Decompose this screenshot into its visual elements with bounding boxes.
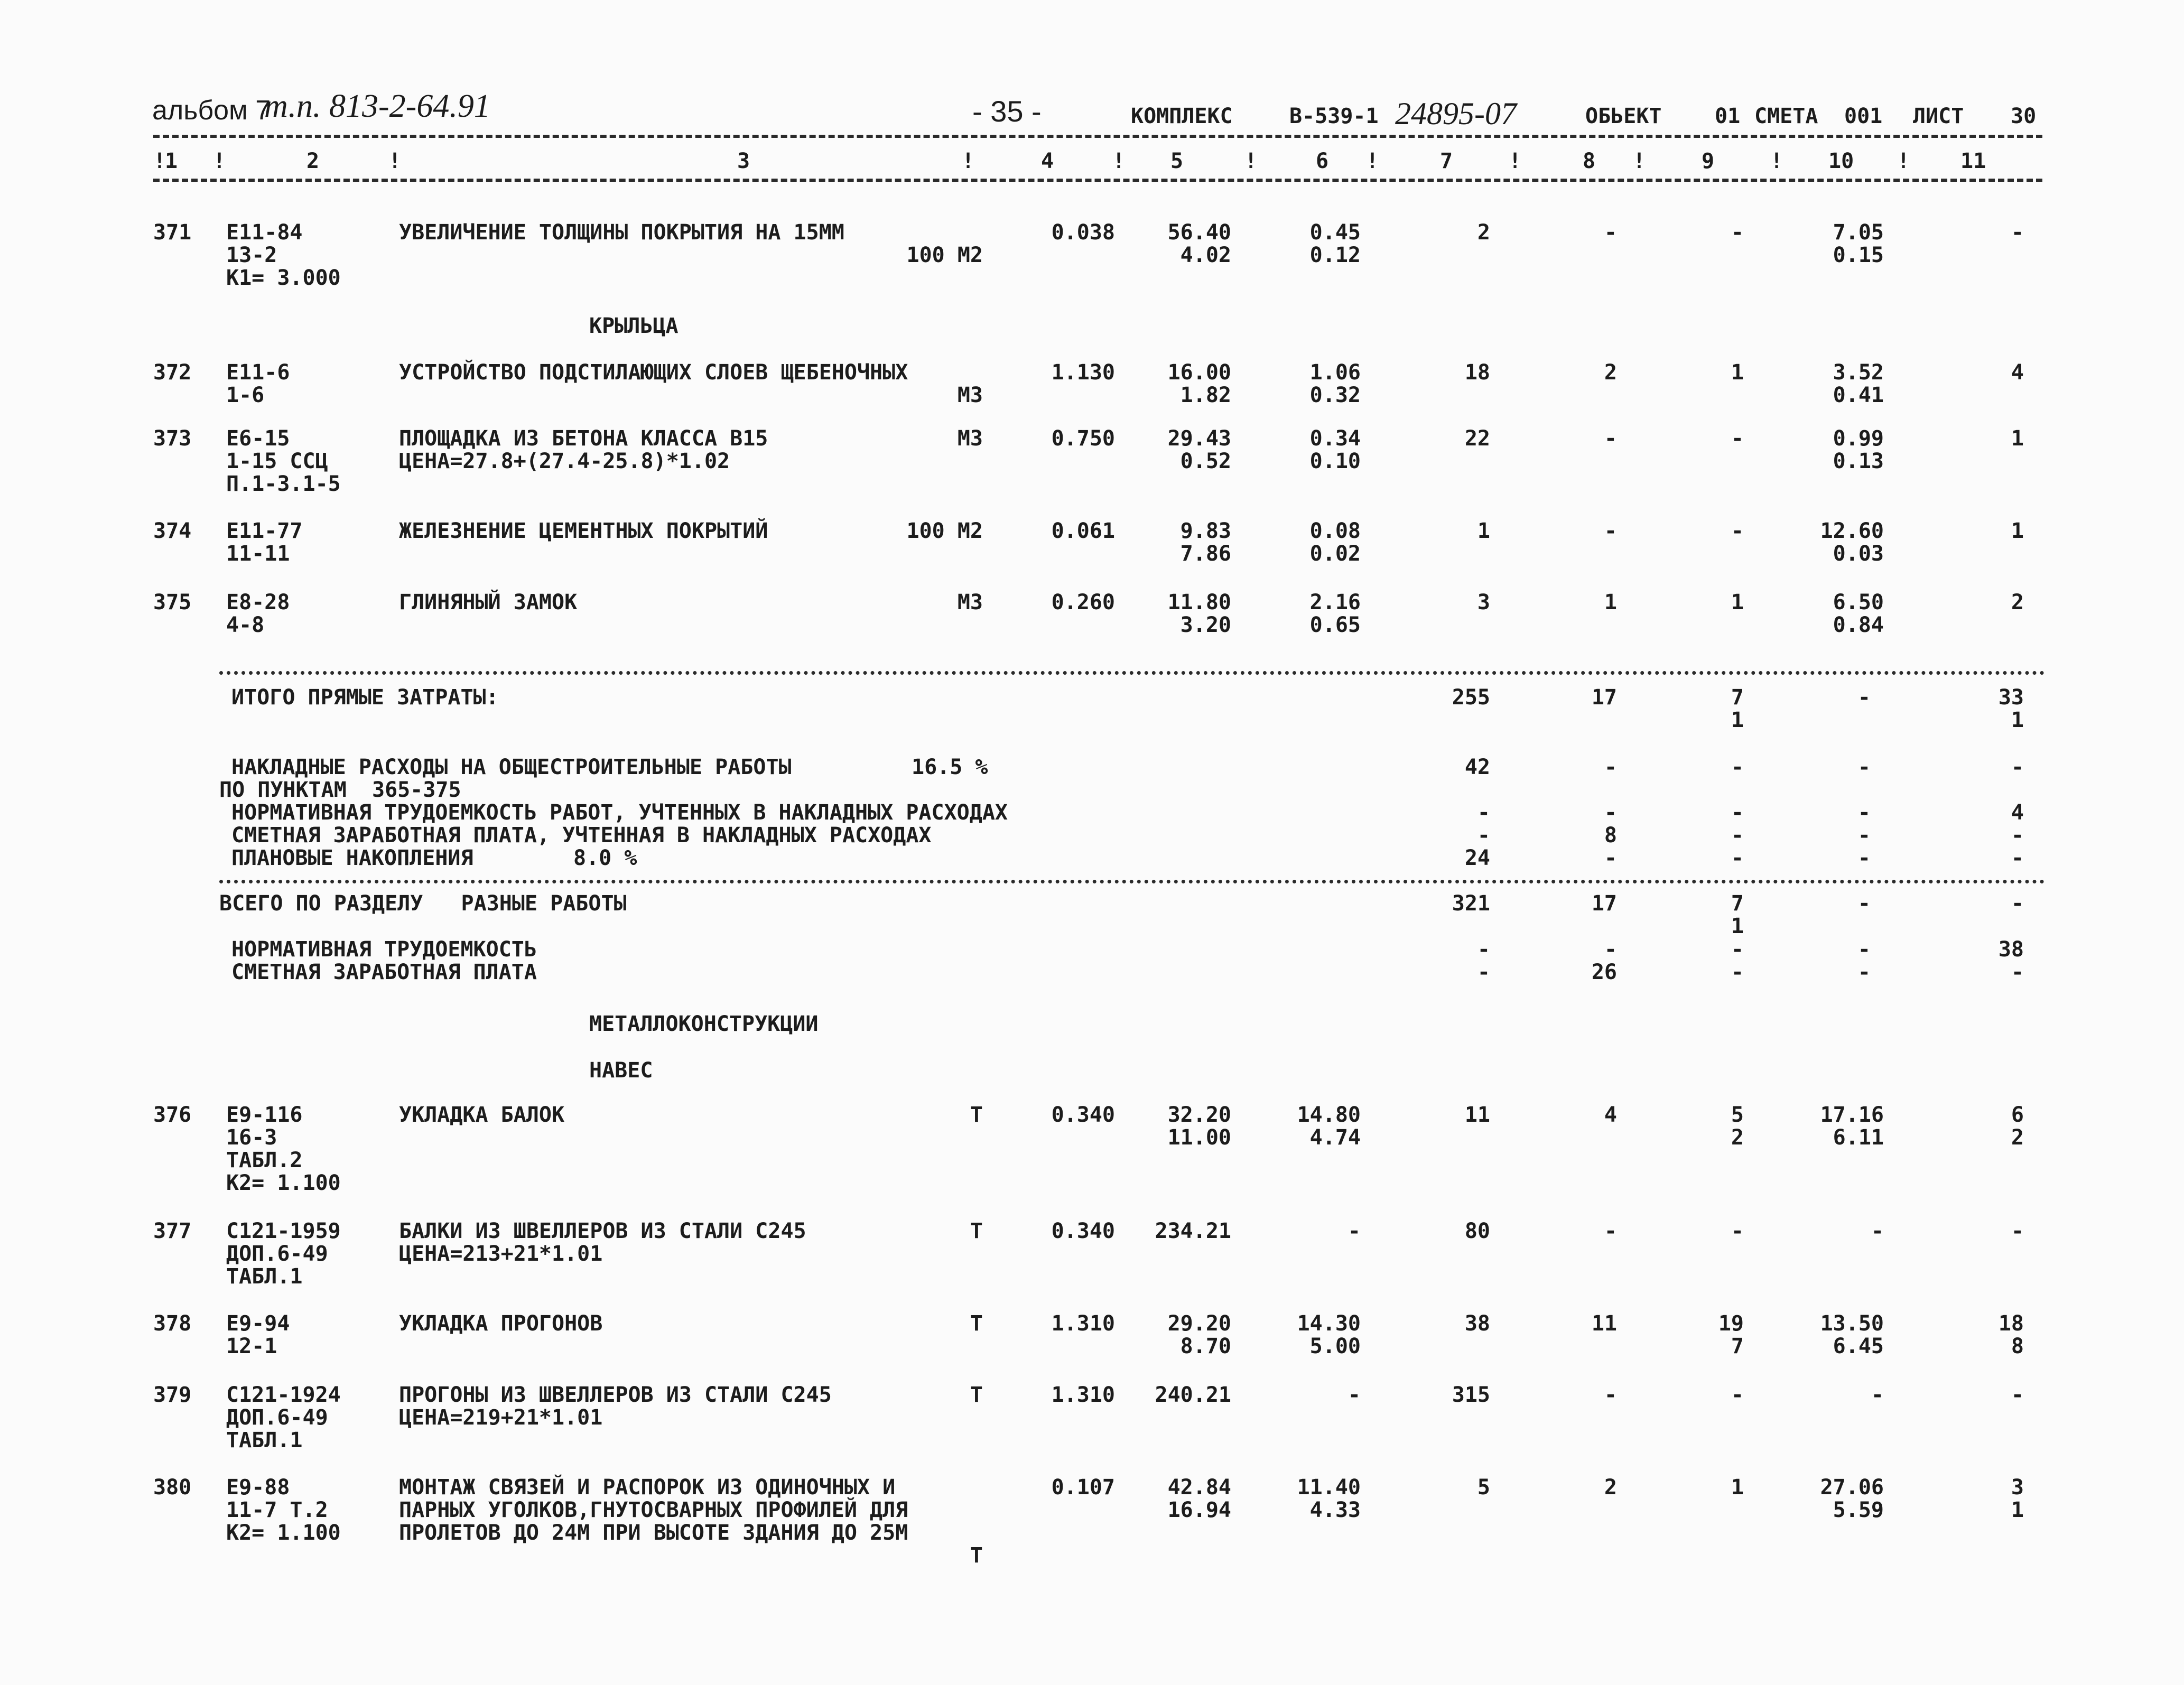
row-c6: 11.40 — [1297, 1475, 1361, 1500]
row-code: 1-6 — [226, 383, 265, 407]
summary-c11: - — [2011, 960, 2024, 984]
row-c5: 16.94 — [1167, 1498, 1231, 1522]
row-c5: 3.20 — [1180, 613, 1231, 637]
row-code: Е9-94 — [226, 1311, 290, 1336]
column-separator: ! — [213, 149, 226, 173]
row-code: 16-3 — [226, 1125, 277, 1150]
row-description: БАЛКИ ИЗ ШВЕЛЛЕРОВ ИЗ СТАЛИ С245 — [399, 1219, 806, 1243]
row-c10: 0.84 — [1833, 613, 1884, 637]
column-separator: ! — [1112, 149, 1126, 173]
row-c9: - — [1731, 426, 1744, 451]
column-number: 6 — [1316, 149, 1329, 173]
column-separator: ! — [1366, 149, 1379, 173]
row-description: ПЛОЩАДКА ИЗ БЕТОНА КЛАССА В15 — [399, 426, 768, 451]
summary-c11: - — [2011, 891, 2024, 916]
row-c9: 2 — [1731, 1125, 1744, 1150]
column-number: 10 — [1828, 149, 1854, 173]
column-separator: ! — [153, 149, 166, 173]
row-c5: 42.84 — [1167, 1475, 1231, 1500]
row-c11: - — [2011, 220, 2024, 245]
object-value: 01 — [1715, 104, 1741, 128]
column-number: 1 — [165, 149, 178, 173]
row-c5: 9.83 — [1180, 519, 1231, 543]
summary-c9: 7 — [1731, 891, 1744, 916]
summary-c11: - — [2011, 755, 2024, 779]
row-quantity: 1.310 — [1051, 1383, 1115, 1407]
row-c11: 2 — [2011, 1125, 2024, 1150]
row-description: УКЛАДКА ПРОГОНОВ — [399, 1311, 603, 1336]
summary-c10: - — [1857, 685, 1871, 710]
row-c10: - — [1871, 1383, 1884, 1407]
estimate-value: 001 — [1844, 104, 1883, 128]
norm-labor-label: НОРМАТИВНАЯ ТРУДОЕМКОСТЬ — [231, 937, 537, 962]
row-code: С121-1959 — [226, 1219, 341, 1243]
row-c5: 56.40 — [1167, 220, 1231, 245]
row-c5: 11.80 — [1167, 590, 1231, 615]
header-rule-top — [153, 135, 2042, 138]
row-c8: 11 — [1591, 1311, 1617, 1336]
row-description: ПРОЛЕТОВ ДО 24М ПРИ ВЫСОТЕ ЗДАНИЯ ДО 25М — [399, 1521, 908, 1545]
row-c8: 1 — [1604, 590, 1617, 615]
row-c5: 240.21 — [1155, 1383, 1231, 1407]
row-c7: 315 — [1452, 1383, 1490, 1407]
row-c9: 7 — [1731, 1334, 1744, 1358]
row-c6: 0.32 — [1309, 383, 1361, 407]
row-quantity: 0.750 — [1051, 426, 1115, 451]
row-c11: 8 — [2011, 1334, 2024, 1358]
summary-c8: 17 — [1591, 891, 1617, 916]
row-c10: 5.59 — [1833, 1498, 1884, 1522]
row-c10: 0.03 — [1833, 542, 1884, 566]
section-porches: КРЫЛЬЦА — [589, 314, 679, 338]
row-number: 379 — [153, 1383, 192, 1407]
row-code: Е8-28 — [226, 590, 290, 615]
row-c11: 1 — [2011, 426, 2024, 451]
summary-rule-middle — [219, 880, 2045, 883]
row-c7: 38 — [1464, 1311, 1490, 1336]
row-quantity: 0.340 — [1051, 1219, 1115, 1243]
row-c5: 0.52 — [1180, 449, 1231, 473]
summary-c7: - — [1477, 960, 1490, 984]
row-c7: 1 — [1477, 519, 1490, 543]
row-description: ЦЕНА=213+21*1.01 — [399, 1242, 603, 1266]
column-number: 3 — [737, 149, 750, 173]
row-c5: 32.20 — [1167, 1103, 1231, 1127]
row-unit: Т — [970, 1311, 983, 1336]
summary-c10: - — [1857, 800, 1871, 825]
column-separator: ! — [1509, 149, 1522, 173]
object-label: ОБЬЕКТ — [1585, 104, 1662, 128]
row-c6: 14.80 — [1297, 1103, 1361, 1127]
row-c5: 7.86 — [1180, 542, 1231, 566]
row-unit: 100 М2 — [906, 519, 983, 543]
row-description: МОНТАЖ СВЯЗЕЙ И РАСПОРОК ИЗ ОДИНОЧНЫХ И — [399, 1475, 896, 1500]
complex-number: 24895-07 — [1395, 96, 1517, 131]
summary-c8: - — [1604, 937, 1617, 962]
row-c6: 4.33 — [1309, 1498, 1361, 1522]
row-description: ЖЕЛЕЗНЕНИЕ ЦЕМЕНТНЫХ ПОКРЫТИЙ — [399, 519, 768, 543]
row-c6: - — [1347, 1383, 1361, 1407]
column-number: 2 — [306, 149, 320, 173]
row-code: С121-1924 — [226, 1383, 341, 1407]
row-unit: 100 М2 — [906, 243, 983, 267]
sheet-value: 30 — [2011, 104, 2037, 128]
row-c10: 6.45 — [1833, 1334, 1884, 1358]
summary-c9: - — [1731, 823, 1744, 848]
norm-labor-overhead-label: НОРМАТИВНАЯ ТРУДОЕМКОСТЬ РАБОТ, УЧТЕННЫХ В НАКЛАДНЫХ РАСХОДАХ — [231, 800, 1008, 825]
row-c6: 0.10 — [1309, 449, 1361, 473]
row-c10: 3.52 — [1833, 360, 1884, 385]
summary-c11: - — [2011, 846, 2024, 870]
section-total-label: ВСЕГО ПО РАЗДЕЛУ РАЗНЫЕ РАБОТЫ — [219, 891, 627, 916]
row-c6: 14.30 — [1297, 1311, 1361, 1336]
row-unit: М3 — [957, 590, 983, 615]
column-number: 8 — [1583, 149, 1596, 173]
summary-c9: - — [1731, 846, 1744, 870]
row-c5: 11.00 — [1167, 1125, 1231, 1150]
row-c6: 1.06 — [1309, 360, 1361, 385]
row-number: 375 — [153, 590, 192, 615]
summary-c10: - — [1857, 937, 1871, 962]
summary-c9: - — [1731, 800, 1744, 825]
row-code: Е9-88 — [226, 1475, 290, 1500]
row-c5: 1.82 — [1180, 383, 1231, 407]
row-unit: Т — [970, 1219, 983, 1243]
summary-c7: 42 — [1464, 755, 1490, 779]
row-code: К1= 3.000 — [226, 266, 341, 290]
row-c5: 16.00 — [1167, 360, 1231, 385]
estimate-label: СМЕТА — [1754, 104, 1818, 128]
row-code: 4-8 — [226, 613, 265, 637]
row-code: Е9-116 — [226, 1103, 303, 1127]
row-number: 373 — [153, 426, 192, 451]
row-c6: 0.08 — [1309, 519, 1361, 543]
summary-c7: - — [1477, 937, 1490, 962]
row-c11: 4 — [2011, 360, 2024, 385]
overhead-label: НАКЛАДНЫЕ РАСХОДЫ НА ОБЩЕСТРОИТЕЛЬНЫЕ РАБОТЫ — [231, 755, 792, 779]
row-c10: 0.41 — [1833, 383, 1884, 407]
row-c11: 1 — [2011, 519, 2024, 543]
summary-c11: 33 — [1998, 685, 2024, 710]
row-c10: 6.11 — [1833, 1125, 1884, 1150]
wage-label: СМЕТНАЯ ЗАРАБОТНАЯ ПЛАТА — [231, 960, 537, 984]
row-c11: 6 — [2011, 1103, 2024, 1127]
row-code: 11-11 — [226, 542, 290, 566]
row-c6: 0.34 — [1309, 426, 1361, 451]
row-c6: 2.16 — [1309, 590, 1361, 615]
summary-c7: - — [1477, 800, 1490, 825]
row-c10: 6.50 — [1833, 590, 1884, 615]
row-c7: 5 — [1477, 1475, 1490, 1500]
summary-c8: - — [1604, 800, 1617, 825]
row-c9: - — [1731, 220, 1744, 245]
row-description: УКЛАДКА БАЛОК — [399, 1103, 565, 1127]
row-code: ТАБЛ.1 — [226, 1428, 303, 1453]
profit-percent: 8.0 % — [573, 846, 637, 870]
row-c8: 4 — [1604, 1103, 1617, 1127]
row-code: ТАБЛ.1 — [226, 1264, 303, 1289]
row-quantity: 0.061 — [1051, 519, 1115, 543]
row-number: 378 — [153, 1311, 192, 1336]
summary-c8: 8 — [1604, 823, 1617, 848]
summary-c7: 24 — [1464, 846, 1490, 870]
row-c8: 2 — [1604, 1475, 1617, 1500]
row-number: 371 — [153, 220, 192, 245]
row-code: Е11-84 — [226, 220, 303, 245]
row-c5: 8.70 — [1180, 1334, 1231, 1358]
summary-c7: 321 — [1452, 891, 1490, 916]
row-c6: 0.12 — [1309, 243, 1361, 267]
row-c8: - — [1604, 220, 1617, 245]
column-number: 4 — [1041, 149, 1054, 173]
column-number: 9 — [1702, 149, 1715, 173]
summary-c8: - — [1604, 846, 1617, 870]
summary-c10: - — [1857, 823, 1871, 848]
row-c8: - — [1604, 519, 1617, 543]
row-code: Е11-6 — [226, 360, 290, 385]
row-description: УСТРОЙСТВО ПОДСТИЛАЮЩИХ СЛОЕВ ЩЕБЕНОЧНЫХ — [399, 360, 908, 385]
row-number: 376 — [153, 1103, 192, 1127]
row-c10: 7.05 — [1833, 220, 1884, 245]
row-code: 1-15 ССЦ — [226, 449, 328, 473]
row-code: ДОП.6-49 — [226, 1405, 328, 1430]
header-rule-bottom — [153, 179, 2042, 182]
row-c9: 5 — [1731, 1103, 1744, 1127]
row-description: ПРОГОНЫ ИЗ ШВЕЛЛЕРОВ ИЗ СТАЛИ С245 — [399, 1383, 832, 1407]
row-number: 380 — [153, 1475, 192, 1500]
row-c9: 1 — [1731, 360, 1744, 385]
summary-c11: - — [2011, 823, 2024, 848]
section-canopy: НАВЕС — [589, 1058, 653, 1083]
row-quantity: 1.130 — [1051, 360, 1115, 385]
column-separator: ! — [962, 149, 975, 173]
summary-c7: 255 — [1452, 685, 1490, 710]
row-c10: 12.60 — [1820, 519, 1884, 543]
row-code: 11-7 Т.2 — [226, 1498, 328, 1522]
row-c9: - — [1731, 519, 1744, 543]
row-c11: 18 — [1998, 1311, 2024, 1336]
row-quantity: 0.260 — [1051, 590, 1115, 615]
row-unit: Т — [970, 1103, 983, 1127]
sheet-label: ЛИСТ — [1913, 104, 1964, 128]
row-c8: 2 — [1604, 360, 1617, 385]
section-metal: МЕТАЛЛОКОНСТРУКЦИИ — [589, 1012, 819, 1036]
summary-c7: - — [1477, 823, 1490, 848]
row-unit: Т — [970, 1383, 983, 1407]
row-code: 12-1 — [226, 1334, 277, 1358]
row-c7: 22 — [1464, 426, 1490, 451]
row-quantity: 1.310 — [1051, 1311, 1115, 1336]
row-c11: - — [2011, 1219, 2024, 1243]
column-number: 5 — [1170, 149, 1184, 173]
summary-c10: - — [1857, 755, 1871, 779]
row-c10: 0.13 — [1833, 449, 1884, 473]
row-c9: 19 — [1718, 1311, 1744, 1336]
overhead-percent: 16.5 % — [912, 755, 988, 779]
row-c8: - — [1604, 1219, 1617, 1243]
row-number: 374 — [153, 519, 192, 543]
column-separator: ! — [1897, 149, 1910, 173]
summary-rule-top — [219, 671, 2045, 675]
row-c8: - — [1604, 426, 1617, 451]
summary-c8: - — [1604, 755, 1617, 779]
row-c7: 80 — [1464, 1219, 1490, 1243]
row-c11: 2 — [2011, 590, 2024, 615]
column-separator: ! — [1770, 149, 1783, 173]
row-c7: 2 — [1477, 220, 1490, 245]
direct-costs-label: ИТОГО ПРЯМЫЕ ЗАТРАТЫ: — [231, 685, 499, 710]
row-unit: М3 — [957, 383, 983, 407]
row-c5: 29.43 — [1167, 426, 1231, 451]
summary-c9: - — [1731, 960, 1744, 984]
row-c11: - — [2011, 1383, 2024, 1407]
row-code: Е6-15 — [226, 426, 290, 451]
row-description: УВЕЛИЧЕНИЕ ТОЛЩИНЫ ПОКРЫТИЯ НА 15ММ — [399, 220, 844, 245]
wage-overhead-label: СМЕТНАЯ ЗАРАБОТНАЯ ПЛАТА, УЧТЕННАЯ В НАКЛАДНЫХ РАСХОДАХ — [231, 823, 932, 848]
row-c6: 4.74 — [1309, 1125, 1361, 1150]
complex-label: КОМПЛЕКС — [1131, 104, 1233, 128]
row-c6: 5.00 — [1309, 1334, 1361, 1358]
row-c9: 1 — [1731, 1475, 1744, 1500]
summary-c9: - — [1731, 755, 1744, 779]
row-c6: 0.45 — [1309, 220, 1361, 245]
page-number: - 35 - — [972, 95, 1042, 128]
column-separator: ! — [1244, 149, 1258, 173]
row-code: Е11-77 — [226, 519, 303, 543]
row-description: ЦЕНА=27.8+(27.4-25.8)*1.02 — [399, 449, 730, 473]
row-c8: - — [1604, 1383, 1617, 1407]
row-c5: 234.21 — [1155, 1219, 1231, 1243]
row-c10: 0.99 — [1833, 426, 1884, 451]
row-c6: 0.65 — [1309, 613, 1361, 637]
column-separator: ! — [388, 149, 402, 173]
summary-c8: 26 — [1591, 960, 1617, 984]
row-unit: М3 — [957, 426, 983, 451]
row-code: К2= 1.100 — [226, 1171, 341, 1195]
summary-c11: 38 — [1998, 937, 2024, 962]
summary-c11: 1 — [2011, 708, 2024, 732]
row-c11: 1 — [2011, 1498, 2024, 1522]
row-code: ДОП.6-49 — [226, 1242, 328, 1266]
row-quantity: 0.038 — [1051, 220, 1115, 245]
summary-c11: 4 — [2011, 800, 2024, 825]
album-label: альбом 7 — [152, 95, 271, 126]
row-quantity: 0.107 — [1051, 1475, 1115, 1500]
summary-c10: - — [1857, 846, 1871, 870]
row-c7: 3 — [1477, 590, 1490, 615]
summary-c9: 1 — [1731, 708, 1744, 732]
column-number: 11 — [1960, 149, 1986, 173]
row-c9: - — [1731, 1383, 1744, 1407]
row-c9: 1 — [1731, 590, 1744, 615]
complex-code: В-539-1 — [1289, 104, 1379, 128]
row-description: ГЛИНЯНЫЙ ЗАМОК — [399, 590, 578, 615]
project-number: т.п. 813-2-64.91 — [264, 88, 490, 124]
row-number: 377 — [153, 1219, 192, 1243]
summary-c10: - — [1857, 891, 1871, 916]
row-c5: 4.02 — [1180, 243, 1231, 267]
row-c10: 27.06 — [1820, 1475, 1884, 1500]
row-c10: - — [1871, 1219, 1884, 1243]
row-c10: 17.16 — [1820, 1103, 1884, 1127]
summary-c8: 17 — [1591, 685, 1617, 710]
overhead-items: ПО ПУНКТАМ 365-375 — [219, 778, 461, 802]
column-number: 7 — [1440, 149, 1453, 173]
row-quantity: 0.340 — [1051, 1103, 1115, 1127]
row-c11: 3 — [2011, 1475, 2024, 1500]
row-code: П.1-3.1-5 — [226, 472, 341, 496]
row-c10: 13.50 — [1820, 1311, 1884, 1336]
row-description: ЦЕНА=219+21*1.01 — [399, 1405, 603, 1430]
row-number: 372 — [153, 360, 192, 385]
row-unit: Т — [970, 1543, 983, 1568]
summary-c9: 1 — [1731, 914, 1744, 938]
row-c9: - — [1731, 1219, 1744, 1243]
column-separator: ! — [1633, 149, 1646, 173]
row-c10: 0.15 — [1833, 243, 1884, 267]
row-c7: 18 — [1464, 360, 1490, 385]
row-code: ТАБЛ.2 — [226, 1148, 303, 1172]
row-code: К2= 1.100 — [226, 1521, 341, 1545]
row-code: 13-2 — [226, 243, 277, 267]
row-c6: 0.02 — [1309, 542, 1361, 566]
row-description: ПАРНЫХ УГОЛКОВ,ГНУТОСВАРНЫХ ПРОФИЛЕЙ ДЛЯ — [399, 1498, 908, 1522]
summary-c10: - — [1857, 960, 1871, 984]
row-c5: 29.20 — [1167, 1311, 1231, 1336]
row-c6: - — [1347, 1219, 1361, 1243]
summary-c9: 7 — [1731, 685, 1744, 710]
summary-c9: - — [1731, 937, 1744, 962]
row-c7: 11 — [1464, 1103, 1490, 1127]
profit-label: ПЛАНОВЫЕ НАКОПЛЕНИЯ — [231, 846, 473, 870]
